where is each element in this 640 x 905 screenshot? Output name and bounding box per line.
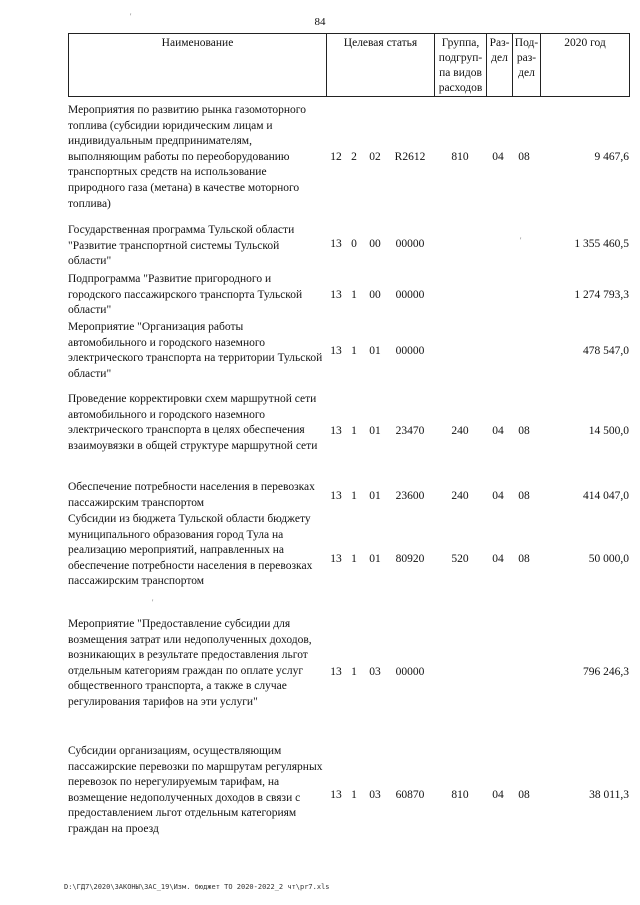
row-group: 240 bbox=[451, 425, 469, 437]
header-podrazdel: Под- раз- дел bbox=[513, 34, 541, 97]
row-amount: 796 246,3 bbox=[583, 666, 629, 678]
row-amount: 14 500,0 bbox=[588, 425, 629, 437]
row-code-direction: 00000 bbox=[395, 666, 425, 678]
row-amount: 38 011,3 bbox=[589, 789, 629, 801]
row-code-direction: 23600 bbox=[395, 490, 425, 502]
row-code-event: 01 bbox=[369, 490, 381, 502]
row-razdel: 04 bbox=[492, 425, 504, 437]
row-code-direction: 60870 bbox=[395, 789, 425, 801]
row-code-program: 13 bbox=[330, 238, 342, 250]
row-code-event: 01 bbox=[369, 553, 381, 565]
row-podrazdel: 08 bbox=[518, 490, 530, 502]
row-amount: 414 047,0 bbox=[583, 490, 629, 502]
row-podrazdel: 08 bbox=[518, 425, 530, 437]
row-code-subprogram: 1 bbox=[351, 553, 357, 565]
header-name: Наименование bbox=[69, 34, 327, 97]
row-razdel: 04 bbox=[492, 553, 504, 565]
table-header bbox=[68, 33, 630, 97]
row-code-event: 01 bbox=[369, 425, 381, 437]
header-group: Группа, подгруп- па видов расходов bbox=[435, 34, 487, 97]
row-amount: 478 547,0 bbox=[583, 345, 629, 357]
row-code-event: 00 bbox=[369, 289, 381, 301]
page-number: 84 bbox=[314, 16, 326, 28]
row-code-program: 13 bbox=[330, 490, 342, 502]
row-code-subprogram: 1 bbox=[351, 789, 357, 801]
row-code-subprogram: 1 bbox=[351, 666, 357, 678]
row-group: 810 bbox=[451, 789, 469, 801]
row-code-direction: 23470 bbox=[395, 425, 425, 437]
scan-speck: ' bbox=[152, 598, 154, 607]
row-group: 520 bbox=[451, 553, 469, 565]
row-code-program: 13 bbox=[330, 425, 342, 437]
row-code-subprogram: 2 bbox=[351, 151, 357, 163]
row-name: Субсидии из бюджета Тульской области бюджету муниципального образования город Тула на реализацию мероприятий, направленных на обеспечение потребности населения в перевозках пассажирским транспортом bbox=[68, 513, 313, 588]
row-name: Субсидии организациям, осуществляющим пассажирские перевозки по маршрутам регулярных перевозок по нерегулируемым тарифам, на возмещение недополученных доходов в связи с предоставлением льгот отдельным категориям граждан на проезд bbox=[68, 745, 323, 835]
row-code-subprogram: 1 bbox=[351, 289, 357, 301]
row-name: Мероприятие "Предоставление субсидии для возмещения затрат или недополученных доходов, возникающих в результате предоставления льгот отдельным категориям граждан по оплате услуг общественного транспорта, а также в случае регулирования тарифов на эти услуги" bbox=[68, 618, 312, 708]
row-group: 240 bbox=[451, 490, 469, 502]
row-amount: 9 467,6 bbox=[594, 151, 629, 163]
row-name: Мероприятия по развитию рынка газомоторного топлива (субсидии юридическим лицам и индивидуальным предпринимателям, выполняющим работы по переоборудованию транспортных средств на использование природного газа (метана) в качестве моторного топлива) bbox=[68, 104, 306, 210]
row-amount: 50 000,0 bbox=[588, 553, 629, 565]
row-name: Проведение корректировки схем маршрутной сети автомобильного и городского наземного электрического транспорта в целях обеспечения взаимоувязки в общей структуре маршрутной сети bbox=[68, 393, 318, 452]
row-code-direction: 00000 bbox=[395, 345, 425, 357]
row-code-event: 00 bbox=[369, 238, 381, 250]
row-razdel: 04 bbox=[492, 151, 504, 163]
row-code-direction: 00000 bbox=[395, 289, 425, 301]
row-code-subprogram: 1 bbox=[351, 425, 357, 437]
row-code-subprogram: 0 bbox=[351, 238, 357, 250]
row-name: Мероприятие "Организация работы автомобильного и городского наземного электрического транспорта на территории Тульской области" bbox=[68, 321, 323, 380]
row-amount: 1 274 793,3 bbox=[574, 289, 629, 301]
row-code-subprogram: 1 bbox=[351, 345, 357, 357]
row-code-event: 02 bbox=[369, 151, 381, 163]
scan-speck: ' bbox=[520, 236, 522, 245]
row-podrazdel: 08 bbox=[518, 151, 530, 163]
row-name: Подпрограмма "Развитие пригородного и городского пассажирского транспорта Тульской области" bbox=[68, 273, 303, 317]
row-name: Государственная программа Тульской области "Развитие транспортной системы Тульской области" bbox=[68, 224, 295, 268]
row-group: 810 bbox=[451, 151, 469, 163]
row-code-direction: 00000 bbox=[395, 238, 425, 250]
header-razdel: Раз- дел bbox=[487, 34, 513, 97]
header-target-article: Целевая статья bbox=[327, 34, 435, 97]
row-code-subprogram: 1 bbox=[351, 490, 357, 502]
row-code-program: 13 bbox=[330, 789, 342, 801]
row-code-direction: R2612 bbox=[394, 151, 426, 163]
row-code-program: 13 bbox=[330, 345, 342, 357]
row-podrazdel: 08 bbox=[518, 789, 530, 801]
row-code-program: 12 bbox=[330, 151, 342, 163]
scan-speck: ' bbox=[130, 12, 132, 21]
row-code-program: 13 bbox=[330, 289, 342, 301]
row-code-event: 03 bbox=[369, 789, 381, 801]
row-code-event: 01 bbox=[369, 345, 381, 357]
row-code-program: 13 bbox=[330, 553, 342, 565]
row-code-event: 03 bbox=[369, 666, 381, 678]
row-name: Обеспечение потребности населения в перевозках пассажирским транспортом bbox=[68, 481, 315, 509]
row-razdel: 04 bbox=[492, 490, 504, 502]
row-code-program: 13 bbox=[330, 666, 342, 678]
row-amount: 1 355 460,5 bbox=[574, 238, 629, 250]
row-podrazdel: 08 bbox=[518, 553, 530, 565]
row-razdel: 04 bbox=[492, 789, 504, 801]
footer-file-path: D:\ГД7\2020\ЗАКОНЫ\ЗАС_19\Изм. бюджет ТО 2020-2022_2 чт\pr7.xls bbox=[64, 883, 330, 891]
row-code-direction: 80920 bbox=[395, 553, 425, 565]
header-year: 2020 год bbox=[541, 34, 630, 97]
